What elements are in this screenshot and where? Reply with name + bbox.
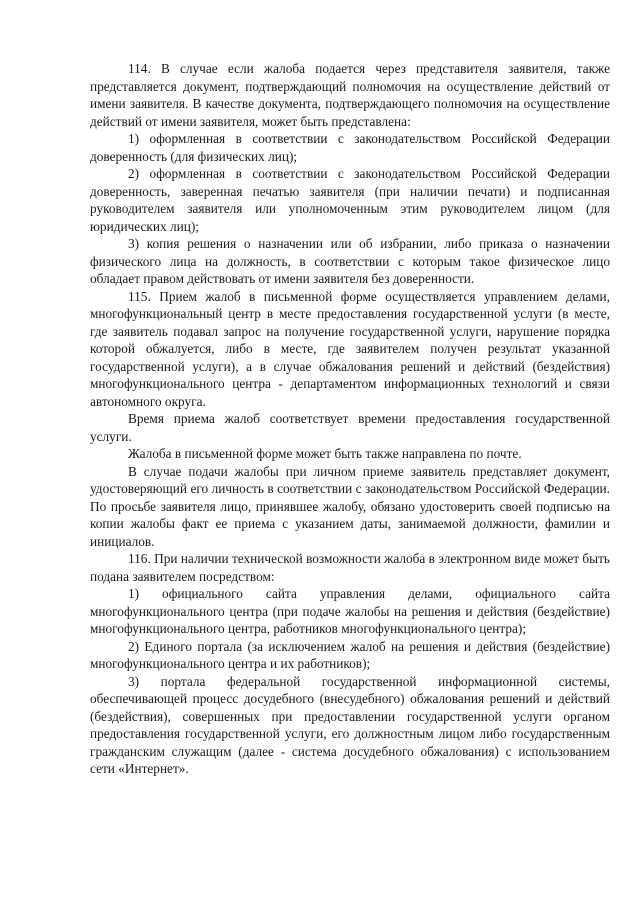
list-item-114-2: 2) оформленная в соответствии с законодательством Российской Федерации доверенность, заверенная печатью заявителя (при наличии печати) и подписанная руководителем заявителя или уполномоченным этим руководителем лицом (для юридических лиц);	[90, 166, 610, 234]
list-item-114-1: 1) оформленная в соответствии с законодательством Российской Федерации доверенность (для физических лиц);	[90, 131, 610, 164]
document-page	[90, 60, 610, 778]
list-item-114-3: 3) копия решения о назначении или об избрании, либо приказа о назначении физического лица на должность, в соответствии с которым такое физическое лицо обладает правом действовать от имени заявителя без доверенности.	[90, 236, 610, 286]
paragraph-116: 116. При наличии технической возможности жалоба в электронном виде может быть подана заявителем посредством:	[90, 551, 610, 584]
paragraph-reception-time: Время приема жалоб соответствует времени предоставления государственной услуги.	[90, 411, 610, 444]
paragraph-114: 114. В случае если жалоба подается через представителя заявителя, также представляется документ, подтверждающий полномочия на осуществление действий от имени заявителя. В качестве документа, подтверждающего полномочия на осуществление действий от имени заявителя, может быть представлена:	[90, 61, 610, 129]
paragraph-115: 115. Прием жалоб в письменной форме осуществляется управлением делами, многофункциональный центр в месте предоставления государственной услуги (в месте, где заявитель подавал запрос на получение государственной услуги, нарушение порядка которой обжалуется, либо в месте, где заявителем получен результат указанной государственной услуги), а в случае обжалования решений и действий (бездействия) многофункционального центра - департаментом информационных технологий и связи автономного округа.	[90, 288, 610, 409]
paragraph-personal-submission: В случае подачи жалобы при личном приеме заявитель представляет документ, удостоверяющий его личность в соответствии с законодательством Российской Федерации. По просьбе заявителя лицо, принявшее жалобу, обязано удостоверить своей подписью на копии жалобы факт ее приема с указанием даты, занимаемой должности, фамилии и инициалов.	[90, 463, 610, 549]
list-item-116-3: 3) портала федеральной государственной информационной системы, обеспечивающей процесс досудебного (внесудебного) обжалования решений и действий (бездействия), совершенных при предоставлении государственной услуги органом предоставления государственной услуги, его должностным лицом либо государственным гражданским служащим (далее - система досудебного обжалования) с использованием сети «Интернет».	[90, 673, 610, 776]
list-item-116-1: 1) официального сайта управления делами, официального сайта многофункционального центра (при подаче жалобы на решения и действия (бездействие) многофункционального центра, работников многофункционального центра);	[90, 586, 610, 636]
list-item-116-2: 2) Единого портала (за исключением жалоб на решения и действия (бездействие) многофункционального центра и их работников);	[90, 638, 610, 671]
paragraph-postal-submission: Жалоба в письменной форме может быть также направлена по почте.	[128, 446, 522, 461]
